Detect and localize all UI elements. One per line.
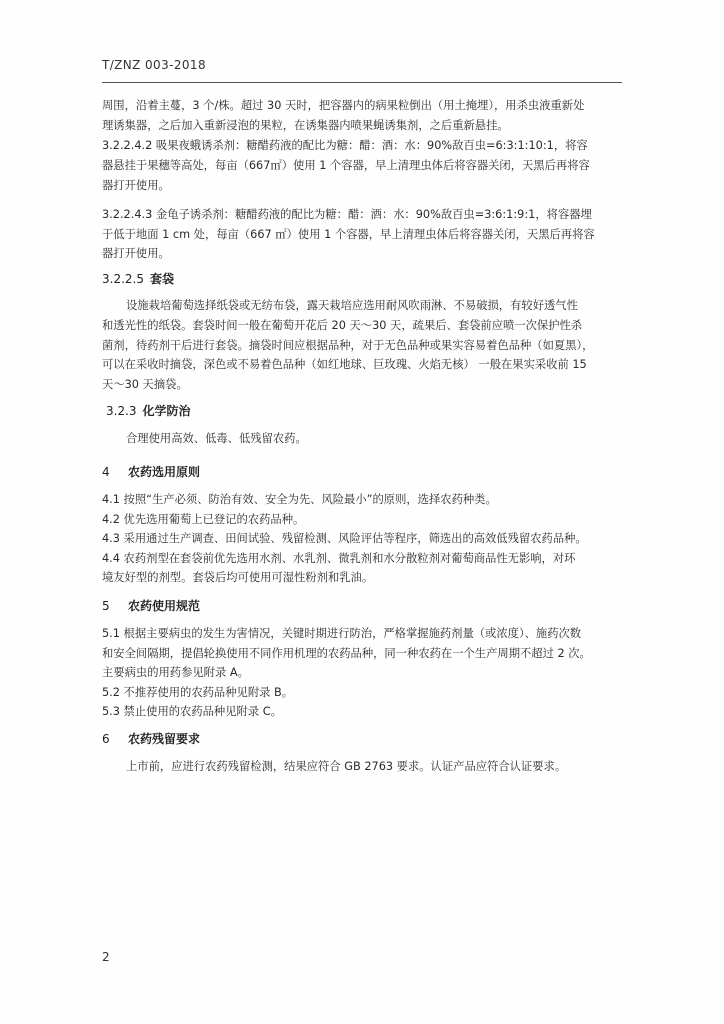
- section-heading-3-2-3: [106, 402, 191, 420]
- paragraph-line: 器打开使用。: [102, 179, 170, 192]
- section-number: 6: [102, 732, 110, 746]
- section-title: 套袋: [149, 272, 174, 286]
- paragraph-line: 周围，沿着主蔓，3 个/株。超过 30 天时，把容器内的病果粒倒出（用土掩埋），用杀虫液重新处: [102, 99, 585, 112]
- paragraph-line: 5.3 禁止使用的农药品种见附录 C。: [102, 705, 282, 718]
- paragraph-line: 3.2.2.4.3 金龟子诱杀剂：糖醋药液的配比为糖：醋：酒：水：90%敌百虫=3:6:1:9:1，将容器埋: [102, 208, 592, 221]
- section-title: 农药残留要求: [128, 732, 201, 746]
- paragraph-line: 4.3 采用通过生产调查、田间试验、残留检测、风险评估等程序，筛选出的高效低残留农药品种。: [102, 532, 587, 545]
- section-number: 5: [102, 599, 110, 613]
- section-number: 4: [102, 465, 110, 479]
- section-heading-6: [102, 730, 200, 748]
- paragraph-line: 4.4 农药剂型在套袋前优先选用水剂、水乳剂、微乳剂和水分散粒剂对葡萄商品性无影响，对环: [102, 552, 576, 565]
- section-title: 化学防治: [142, 404, 191, 418]
- paragraph-line: 设施栽培葡萄选择纸袋或无纺布袋，露天栽培应选用耐风吹雨淋、不易破损，有较好透气性: [126, 299, 578, 312]
- header-rule: [102, 82, 622, 83]
- section-heading-5: [102, 597, 200, 615]
- paragraph-line: 可以在采收时摘袋，深色或不易着色品种（如红地球、巨玫瑰、火焰无核） 一般在果实采收前 15: [102, 358, 587, 371]
- section-title: 农药使用规范: [128, 599, 201, 613]
- paragraph-line: 4.1 按照“生产必须、防治有效、安全为先、风险最小”的原则，选择农药种类。: [102, 493, 497, 506]
- section-number: 3.2.3: [106, 404, 137, 418]
- paragraph-line: 菌剂，待药剂干后进行套袋。摘袋时间应根据品种，对于无色品种或果实容易着色品种（如夏黑），: [102, 339, 594, 352]
- paragraph-line: 器打开使用。: [102, 247, 170, 260]
- section-title: 农药选用原则: [128, 465, 201, 479]
- paragraph-line: 3.2.2.4.2 吸果夜蛾诱杀剂：糖醋药液的配比为糖：醋：酒：水：90%敌百虫=6:3:1:10:1，将容: [102, 139, 588, 152]
- paragraph-line: 5.1 根据主要病虫的发生为害情况，关键时期进行防治，严格掌握施药剂量（或浓度）、施药次数: [102, 627, 582, 640]
- paragraph-line: 天～30 天摘袋。: [102, 378, 188, 391]
- paragraph-line: 主要病虫的用药参见附录 A。: [102, 666, 249, 679]
- document-code: T/ZNZ 003-2018: [102, 58, 206, 72]
- paragraph-line: 境友好型的剂型。套袋后均可使用可湿性粉剂和乳油。: [102, 571, 374, 584]
- paragraph-line: 5.2 不推荐使用的农药品种见附录 B。: [102, 686, 294, 699]
- paragraph-line: 4.2 优先选用葡萄上已登记的农药品种。: [102, 513, 305, 526]
- paragraph-line: 合理使用高效、低毒、低残留农药。: [126, 432, 307, 445]
- section-number: 3.2.2.5: [102, 272, 144, 286]
- section-heading-3-2-2-5: [102, 270, 174, 288]
- paragraph-line: 理诱集器，之后加入重新浸泡的果粒，在诱集器内喷果蝇诱集剂，之后重新悬挂。: [102, 119, 509, 132]
- page-number: 2: [102, 950, 110, 964]
- paragraph-line: 上市前，应进行农药残留检测，结果应符合 GB 2763 要求。认证产品应符合认证要求。: [126, 760, 567, 773]
- paragraph-line: 器悬挂于果穗等高处，每亩（667㎡）使用 1 个容器，早上清理虫体后将容器关闭，天黑后再将容: [102, 159, 590, 172]
- paragraph-line: 于低于地面 1 cm 处，每亩（667 ㎡）使用 1 个容器，早上清理虫体后将容器关闭，天黑后再将容: [102, 228, 595, 241]
- paragraph-line: 和透光性的纸袋。套袋时间一般在葡萄开花后 20 天～30 天，疏果后、套袋前应喷一次保护性杀: [102, 319, 583, 332]
- section-heading-4: [102, 463, 200, 481]
- paragraph-line: 和安全间隔期，提倡轮换使用不同作用机理的农药品种，同一种农药在一个生产周期不超过 2 次。: [102, 647, 591, 660]
